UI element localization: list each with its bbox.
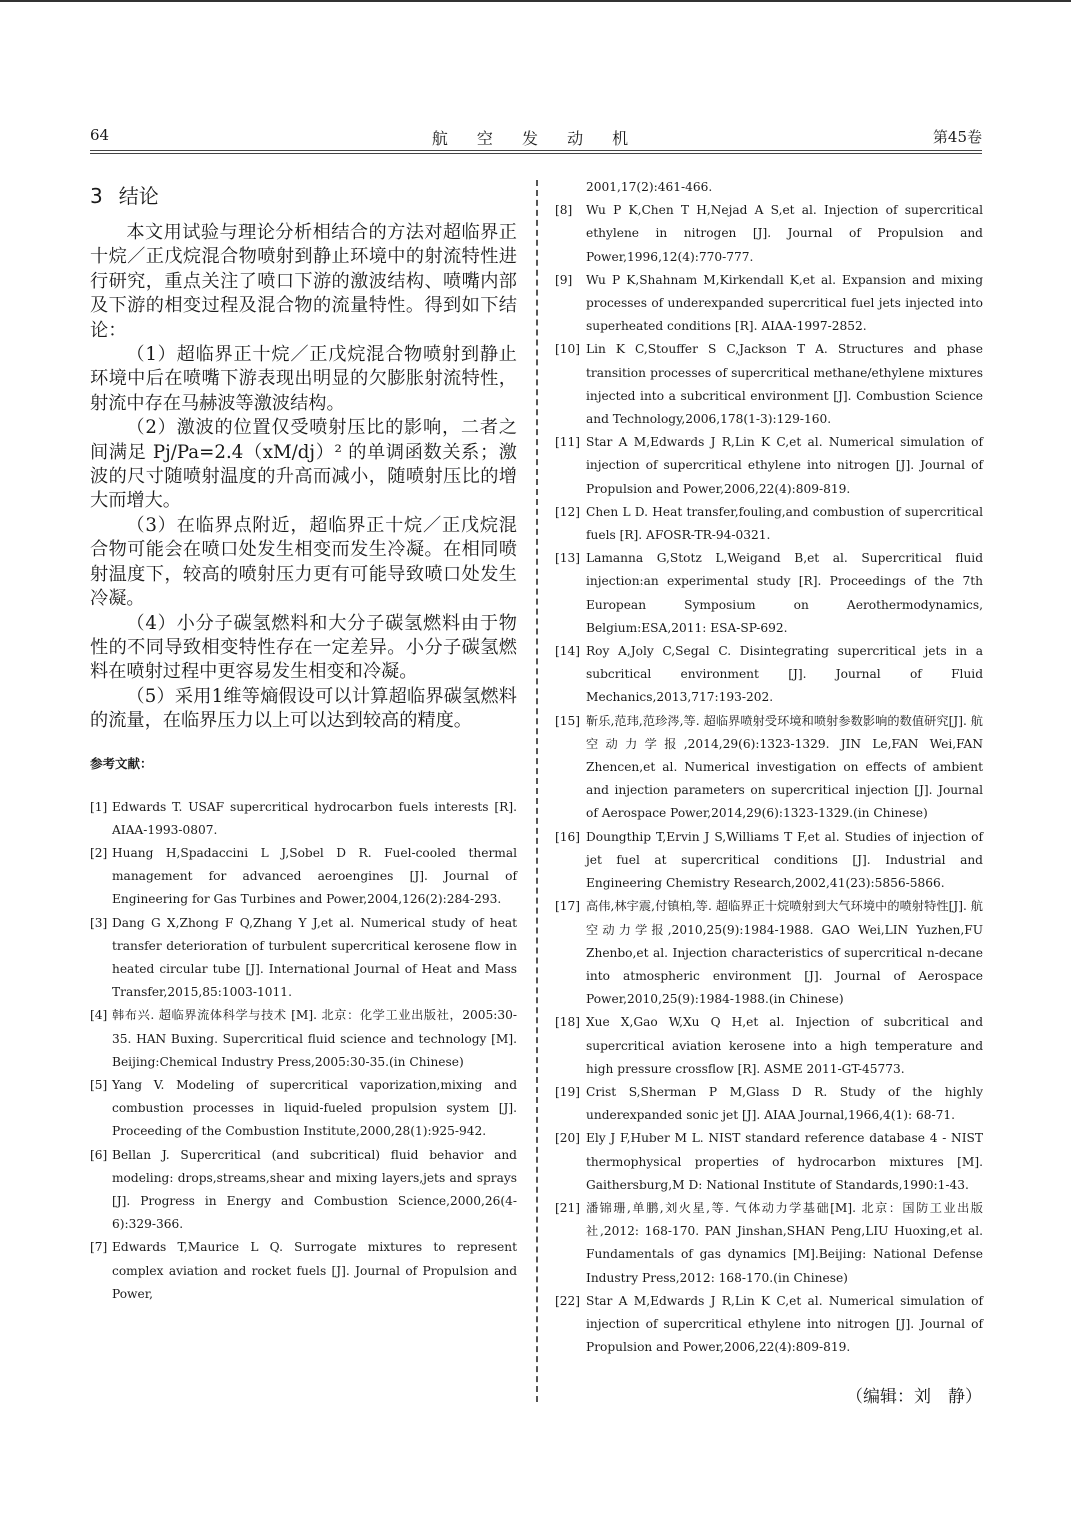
reference-item [555, 640, 983, 710]
reference-text: 高伟,林宇震,付镇柏,等. 超临界正十烷喷射到大气环境中的喷射特性[J]. 航空动力学报,2010,25(9):1984-1988. GAO Wei,LIN Yuzhen,FU Zhenbo,et al. Injection characteristics of supercritical n-decane into atmospheric environment [J]. Journal of Aerospace Power,2010,25(9):1984-1988.(in Chinese) [586, 899, 983, 1007]
column-divider [536, 180, 538, 1402]
reference-number: [2] [90, 845, 108, 860]
reference-item [555, 338, 983, 431]
conclusion-1: （1）超临界正十烷／正戊烷混合物喷射到静止环境中后在喷嘴下游表现出明显的欠膨胀射流特性，射流中存在马赫波等激波结构。 [90, 344, 517, 414]
volume-label: 第45卷 [932, 128, 982, 146]
reference-item [555, 895, 983, 1011]
reference-item [90, 1236, 517, 1306]
reference-item [555, 826, 983, 896]
section-title: 结论 [118, 184, 159, 208]
reference-number: [6] [90, 1147, 108, 1162]
reference-text: Dang G X,Zhong F Q,Zhang Y J,et al. Numerical study of heat transfer deterioration of turbulent supercritical kerosene flow in heated circular tube [J]. International Journal of Heat and Mass Transfer,2015,85:1003-1011. [112, 915, 517, 1000]
reference-text: Xue X,Gao W,Xu Q H,et al. Injection of subcritical and supercritical aviation kerosene into a high temperature and high pressure crossflow [R]. ASME 2011-GT-45773. [586, 1015, 983, 1076]
reference-number: [20] [555, 1131, 581, 1146]
right-column [555, 176, 983, 1359]
reference-number: [21] [555, 1200, 581, 1215]
reference-list-right [555, 199, 983, 1359]
reference-number: [4] [90, 1008, 108, 1023]
reference-text: Crist S,Sherman P M,Glass D R. Study of the highly underexpanded sonic jet [J]. AIAA Journal,1966,4(1): 68-71. [586, 1084, 983, 1123]
reference-number: [7] [90, 1240, 108, 1255]
conclusion-4: （4）小分子碳氢燃料和大分子碳氢燃料由于物性的不同导致相变特性存在一定差异。小分子碳氢燃料在喷射过程中更容易发生相变和冷凝。 [90, 612, 517, 683]
reference-number: [12] [555, 504, 581, 519]
top-border [0, 0, 1071, 2]
editor-note: （编辑：刘 静） [846, 1387, 982, 1407]
reference-text: Star A M,Edwards J R,Lin K C,et al. Numerical simulation of injection of supercritical ethylene into nitrogen [J]. Journal of Propulsion and Power,2006,22(4):809-819. [586, 435, 983, 496]
reference-item [555, 1197, 983, 1290]
section-heading [90, 180, 517, 209]
reference-text: Wu P K,Shahnam M,Kirkendall K,et al. Expansion and mixing processes of underexpanded supercritical fuel jets injected into superheated conditions [R]. AIAA-1997-2852. [586, 272, 983, 334]
reference-number: [19] [555, 1084, 581, 1099]
reference-text: Bellan J. Supercritical (and subcritical) fluid behavior and modeling: drops,streams,shear and mixing layers,jets and sprays [J]. Progress in Energy and Combustion Science,2000,26(4-6):329-366. [112, 1147, 517, 1232]
page-header [90, 126, 982, 150]
reference-number: [18] [555, 1015, 581, 1030]
section-number: 3 [90, 184, 103, 208]
reference-item [555, 501, 983, 547]
reference-item [90, 1074, 517, 1144]
reference-text: Edwards T,Maurice L Q. Surrogate mixtures to represent complex aviation and rocket fuels [J]. Journal of Propulsion and Power, [112, 1240, 517, 1301]
reference-text: Huang H,Spadaccini L J,Sobel D R. Fuel-cooled thermal management for advanced aeroengines [J]. Journal of Engineering for Gas Turbines and Power,2004,126(2):284-293. [112, 845, 517, 907]
page-number: 64 [90, 126, 110, 144]
conclusion-3: （3）在临界点附近，超临界正十烷／正戊烷混合物可能会在喷口处发生相变而发生冷凝。在相同喷射温度下，较高的喷射压力更有可能导致喷口处发生冷凝。 [90, 514, 517, 610]
reference-number: [16] [555, 829, 581, 844]
reference-item [555, 1127, 983, 1197]
reference-item [90, 796, 517, 842]
reference-item [555, 431, 983, 501]
reference-number: [1] [90, 799, 108, 814]
reference-item [90, 1004, 517, 1074]
reference-text: Yang V. Modeling of supercritical vaporization,mixing and combustion processes in liquid-fueled propulsion system [J]. Proceeding of the Combustion Institute,2000,28(1):925-942. [112, 1077, 517, 1139]
reference-number: [9] [555, 272, 573, 287]
reference-number: [17] [555, 899, 581, 914]
conclusion-2: （2）激波的位置仅受喷射压比的影响，二者之间满足 Pj/Pa=2.4（xM/dj）² 的单调函数关系；激波的尺寸随喷射温度的升高而减小，随喷射压比的增大而增大。 [90, 417, 517, 512]
reference-text: Ely J F,Huber M L. NIST standard reference database 4 - NIST thermophysical properties of hydrocarbon mixtures [M]. Gaithersburg,M D: National Institute of Standards,1990:1-43. [586, 1131, 983, 1192]
left-column [90, 176, 517, 1306]
reference-item [555, 1290, 983, 1360]
reference-text: Chen L D. Heat transfer,fouling,and combustion of supercritical fuels [R]. AFOSR-TR-94-0321. [586, 504, 983, 543]
reference-item [555, 199, 983, 269]
reference-text: 靳乐,范玮,范珍涔,等. 超临界喷射受环境和喷射参数影响的数值研究[J]. 航空动力学报,2014,29(6):1323-1329. JIN Le,FAN Wei,FAN Zhencen,et al. Numerical investigation on effects of ambient and injection parameters on supercritical injection [J]. Journal of Aerospace Power,2014,29(6):1323-1329.(in Chinese) [586, 713, 983, 821]
reference-item [90, 912, 517, 1005]
reference-number: [13] [555, 551, 581, 566]
reference-text: 潘锦珊,单鹏,刘火星,等. 气体动力学基础[M]. 北京：国防工业出版社,2012: 168-170. PAN Jinshan,SHAN Peng,LIU Huoxing,et al. Fundamentals of gas dynamics [M].Beijing: National Defense Industry Press,2012: 168-170.(in Chinese) [586, 1200, 983, 1285]
reference-item [555, 1011, 983, 1081]
header-rule [90, 150, 982, 151]
reference-item [555, 1081, 983, 1127]
reference-text: Lamanna G,Stotz L,Weigand B,et al. Supercritical fluid injection:an experimental study [R]. Proceedings of the 7th European Symposium on Aerothermodynamics, Belgium:ESA,2011: ESA-SP-692. [586, 551, 983, 635]
reference-item [90, 1144, 517, 1237]
reference-number: [5] [90, 1077, 108, 1092]
journal-title: 航 空 发 动 机 [431, 129, 641, 148]
reference-item [555, 547, 983, 640]
reference-item [90, 842, 517, 912]
reference-text: 韩布兴. 超临界流体科学与技术 [M]. 北京：化学工业出版社，2005:30-35. HAN Buxing. Supercritical fluid science and technology [M]. Beijing:Chemical Industry Press,2005:30-35.(in Chinese) [112, 1008, 517, 1069]
intro-paragraph: 本文用试验与理论分析相结合的方法对超临界正十烷／正戊烷混合物喷射到静止环境中的射流特性进行研究，重点关注了喷口下游的激波结构、喷嘴内部及下游的相变过程及混合物的流量特性。得到如下结论： [90, 222, 517, 341]
reference-list-left [90, 796, 517, 1306]
conclusion-5: （5）采用1维等熵假设可以计算超临界碳氢燃料的流量，在临界压力以上可以达到较高的精度。 [90, 685, 517, 732]
reference-text: Doungthip T,Ervin J S,Williams T F,et al. Studies of injection of jet fuel at supercritical conditions [J]. Industrial and Engineering Chemistry Research,2002,41(23):5856-5866. [586, 829, 983, 891]
reference-text: Edwards T. USAF supercritical hydrocarbon fuels interests [R]. AIAA-1993-0807. [112, 799, 517, 837]
reference-number: [11] [555, 435, 581, 450]
reference-text: Lin K C,Stouffer S C,Jackson T A. Structures and phase transition processes of supercritical methane/ethylene mixtures injected into a subcritical environment [J]. Combustion Science and Technology,2006,178(1-3):129-160. [586, 342, 983, 427]
reference-number: [3] [90, 915, 108, 930]
reference-item [555, 710, 983, 826]
reference-number: [10] [555, 342, 581, 357]
header-rule-second [90, 153, 982, 154]
reference-text: Wu P K,Chen T H,Nejad A S,et al. Injection of supercritical ethylene in nitrogen [J]. Journal of Propulsion and Power,1996,12(4):770-777. [586, 203, 983, 264]
reference-number: [8] [555, 203, 573, 218]
reference-item [555, 269, 983, 339]
reference-text: Roy A,Joly C,Segal C. Disintegrating supercritical jets in a subcritical environment [J]. Journal of Fluid Mechanics,2013,717:193-202. [586, 644, 983, 705]
reference-number: [22] [555, 1293, 581, 1308]
reference-continuation: 2001,17(2):461-466. [586, 180, 713, 194]
reference-text: Star A M,Edwards J R,Lin K C,et al. Numerical simulation of injection of supercritical ethylene into nitrogen [J]. Journal of Propulsion and Power,2006,22(4):809-819. [586, 1293, 983, 1355]
references-heading: 参考文献： [90, 755, 153, 771]
reference-number: [14] [555, 644, 581, 659]
reference-number: [15] [555, 713, 581, 728]
